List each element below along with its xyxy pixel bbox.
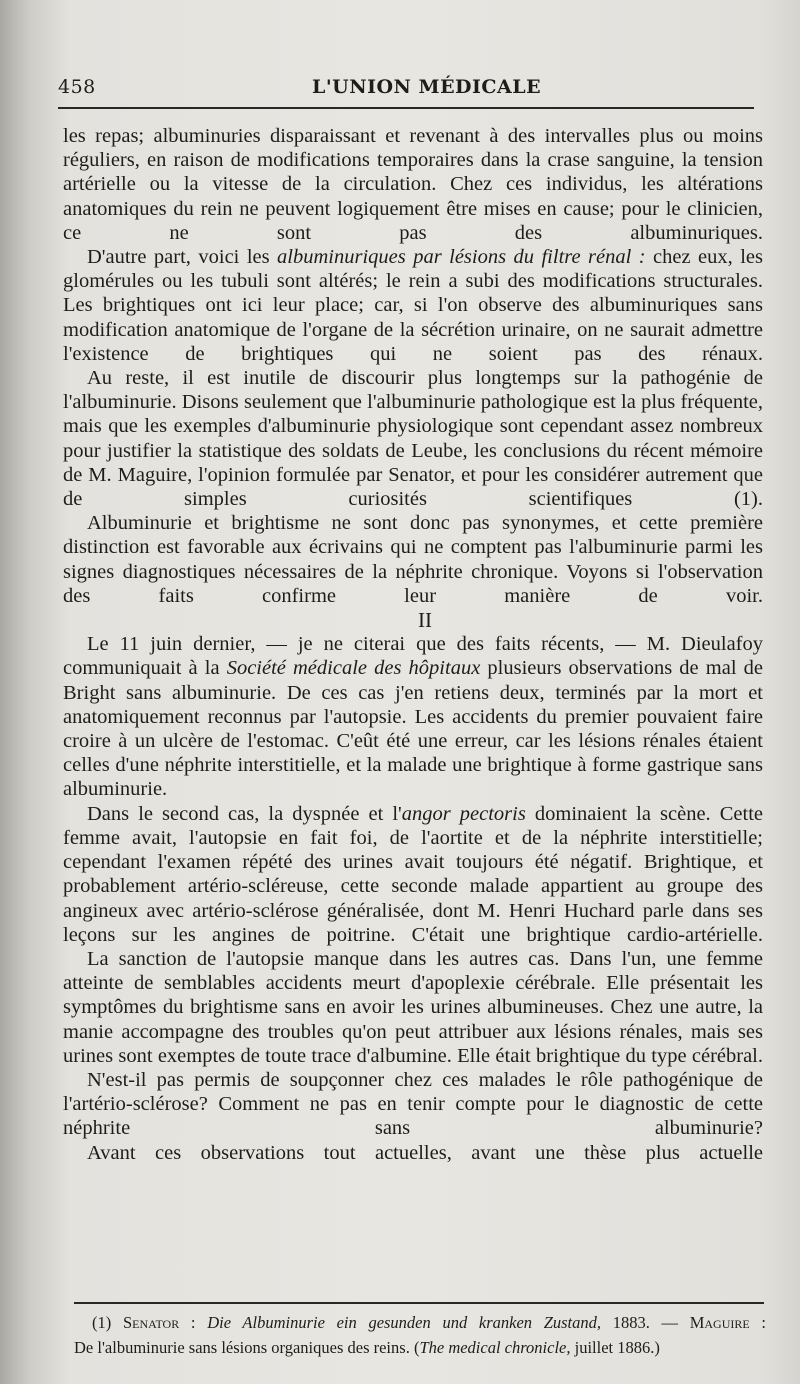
footnote-line-1: (1) Senator : Die Albuminurie ein gesunden und kranken Zustand, 1883. — Maguire : bbox=[92, 1313, 766, 1332]
running-header bbox=[58, 74, 758, 104]
section-heading: II bbox=[418, 608, 432, 633]
footnote bbox=[74, 1310, 766, 1360]
paragraph-4: Albuminurie et brightisme ne sont donc pas synonymes, et cette première distinction est favorable aux écrivains qui ne comptent pas l'albuminurie parmi les signes diagnostiques nécessaires de la néphrite chronique. Voyons si l'observation des faits confirme leur manière de voir. bbox=[63, 512, 763, 607]
footnote-rule bbox=[74, 1302, 764, 1304]
paragraph-1: les repas; albuminuries disparaissant et revenant à des intervalles plus ou moins réguliers, en raison de modifications temporaires dans la crase sanguine, la tension artérielle ou la vitesse de la circulation. Chez ces individus, les altérations anatomiques du rein ne peuvent logiquement être mises en cause; pour le clinicien, ce ne sont pas des albuminuriques. bbox=[63, 125, 763, 244]
page-number: 458 bbox=[58, 76, 96, 98]
journal-title: L'UNION MÉDICALE bbox=[312, 76, 542, 98]
paragraph-6: Dans le second cas, la dyspnée et l'angor pectoris dominaient la scène. Cette femme avait, l'autopsie en fait foi, de l'aortite et de la néphrite interstitielle; cependant l'examen répété des urines avait toujours été négatif. Brightique, et probablement artério-scléreuse, cette seconde malade appartient au groupe des angineux avec artério-sclérose généralisée, dont M. Henri Huchard parle dans ses leçons sur les angines de poitrine. C'était une brightique cardio-artérielle. bbox=[63, 802, 764, 946]
paragraph-5: Le 11 juin dernier, — je ne citerai que des faits récents, — M. Dieulafoy communiquait à la Société médicale des hôpitaux plusieurs observations de mal de Bright sans albuminurie. De ces cas j'en retiens deux, terminés par la mort et anatomiquement reconnus par l'autopsie. Les accidents du premier pouvaient faire croire à un ulcère de l'estomac. C'eût été une erreur, car les lésions rénales étaient celles d'une néphrite interstitielle, et la malade une brightique à forme gastrique sans albuminurie. bbox=[63, 633, 763, 801]
header-rule bbox=[58, 107, 754, 109]
paragraph-9: Avant ces observations tout actuelles, avant une thèse plus actuelle bbox=[87, 1141, 763, 1164]
paragraph-2: D'autre part, voici les albuminuriques par lésions du filtre rénal : chez eux, les glomérules ou les tubuli sont altérés; le rein a subi des modifications structurales. Les brightiques ont ici leur place; car, si l'on observe des albuminuriques sans modification anatomique de l'organe de la sécrétion urinaire, on ne saurait admettre l'existence de brightiques qui ne soient pas des rénaux. bbox=[63, 246, 763, 365]
article-body bbox=[63, 124, 763, 1165]
paragraph-3: Au reste, il est inutile de discourir plus longtemps sur la pathogénie de l'albuminurie. Disons seulement que l'albuminurie pathologique est la plus fréquente, mais que les exemples d'albuminurie physiologique sont cependant assez nombreux pour justifier la statistique des soldats de Leube, les conclusions du récent mémoire de M. Maguire, l'opinion formulée par Senator, et pour les considérer autrement que de simples curiosités scientifiques (1). bbox=[63, 367, 763, 511]
footnote-line-2: De l'albuminurie sans lésions organiques des reins. (The medical chronicle, juillet 1886.) bbox=[74, 1338, 660, 1357]
paragraph-7: La sanction de l'autopsie manque dans les autres cas. Dans l'un, une femme atteinte de semblables accidents meurt d'apoplexie cérébrale. Elle présentait les symptômes du brightisme sans en avoir les urines albumineuses. Chez une autre, la manie accompagne des troubles qu'on peut attribuer aux lésions rénales, mais ses urines sont exemptes de toute trace d'albumine. Elle était brightique du type cérébral. bbox=[63, 947, 763, 1067]
paragraph-8: N'est-il pas permis de soupçonner chez ces malades le rôle pathogénique de l'artério-sclérose? Comment ne pas en tenir compte pour le diagnostic de cette néphrite sans albuminurie? bbox=[63, 1068, 763, 1140]
